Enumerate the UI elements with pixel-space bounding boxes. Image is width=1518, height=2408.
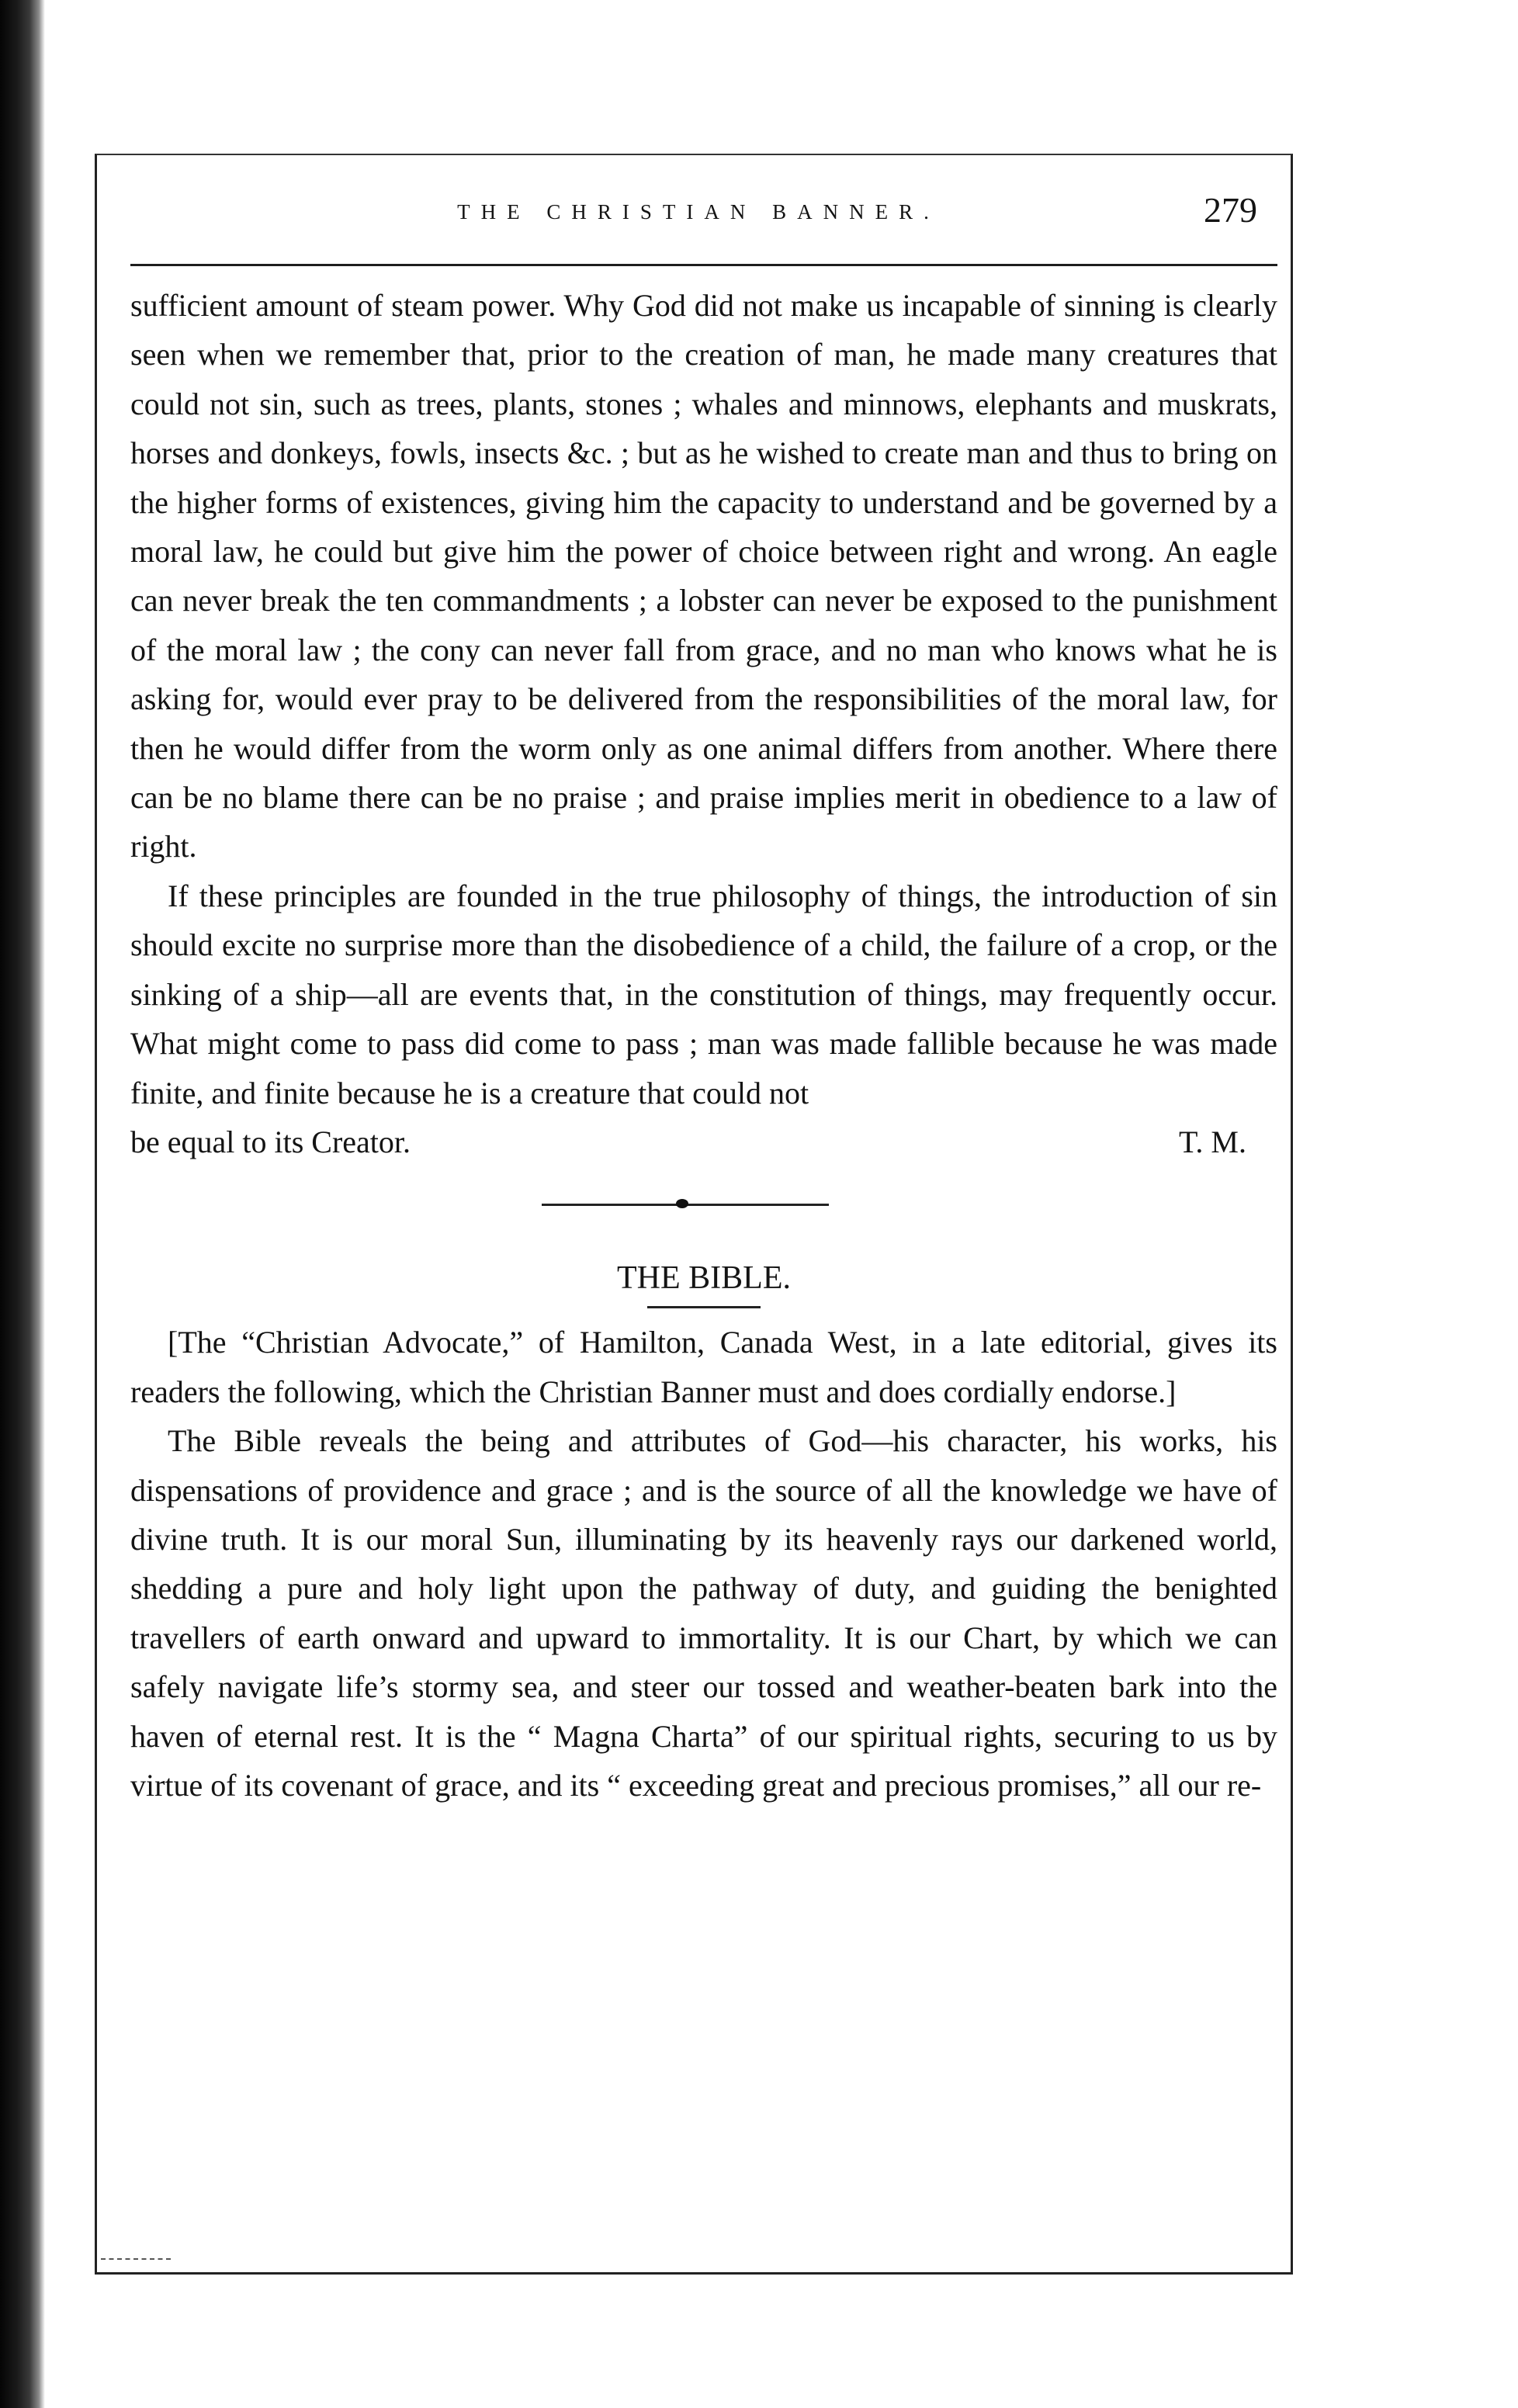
title-underline [647, 1306, 761, 1308]
running-title: THE CHRISTIAN BANNER. [457, 200, 940, 223]
page-body [130, 281, 1277, 1810]
scan-binding-edge [0, 0, 45, 2408]
closing-sentence: be equal to its Creator. [130, 1124, 411, 1159]
paragraph-continued: sufficient amount of steam power. Why God did not make us incapable of sinning is clearly seen when we remember that, prior to the creation of man, he made many creatures that could not sin, such as trees, plants, stones ; whales and minnows, elephants and muskrats, horses and donkeys, fowls, insects &c. ; but as he wished to create man and thus to bring on the higher forms of existences, giving him the capacity to understand and be governed by a moral law, he could but give him the power of choice between right and wrong. An eagle can never break the ten commandments ; a lobster can never be exposed to the punishment of the moral law ; the cony can never fall from grace, and no man who knows what he is asking for, would ever pray to be delivered from the responsibilities of the moral law, for then he would differ from the worm only as one animal differs from another. Where there can be no blame there can be no praise ; and praise implies merit in obedience to a law of right. [130, 288, 1277, 864]
page-number: 279 [1204, 190, 1257, 230]
page-frame-bottom [95, 2272, 1293, 2275]
divider-ornament-icon [676, 1199, 688, 1208]
page-header [124, 185, 1273, 239]
margin-mark [101, 2258, 171, 2264]
signoff-line [130, 1117, 1277, 1166]
editorial-note: [The “Christian Advocate,” of Hamilton, Canada West, in a late editorial, gives its readers the following, which the Christian Banner must and does cordially endorse.] [130, 1325, 1277, 1409]
section-title: THE BIBLE. [617, 1260, 791, 1297]
section-divider [130, 1180, 1277, 1228]
author-signature: T. M. [1178, 1124, 1246, 1159]
paragraph-bible: The Bible reveals the being and attributes of God—his character, his works, his dispensations of providence and grace ; and is the source of all the knowledge we have of divine truth. It is our moral Sun, illuminating by its heavenly rays our darkened world, shedding a pure and holy light upon the pathway of duty, and guiding the benighted travellers of earth onward and upward to immortality. It is our Chart, by which we can safely navigate life’s stormy sea, and steer our tossed and weather-beaten bark into the haven of eternal rest. It is the “ Magna Charta” of our spiritual rights, securing to us by virtue of its covenant of grace, and its “ exceeding great and precious promises,” all our re- [130, 1423, 1277, 1803]
paragraph-principles: If these principles are founded in the true philosophy of things, the introduction of sin should excite no surprise more than the disobedience of a child, the failure of a crop, or the sinking of a ship—all are events that, in the constitution of things, may frequently occur. What might come to pass did come to pass ; man was made fallible because he was made finite, and finite because he is a creature that could not [130, 878, 1277, 1110]
header-rule [130, 264, 1277, 266]
